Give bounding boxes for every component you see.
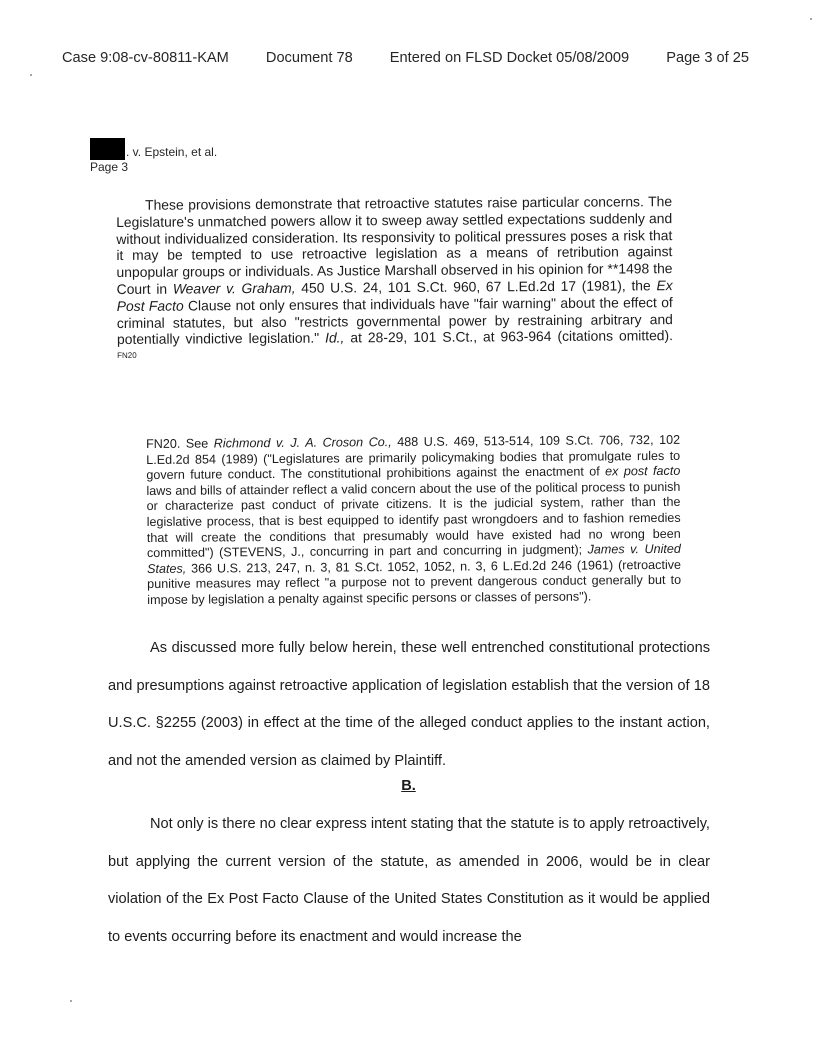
paragraph-text: Not only is there no clear express intent stating that the statute is to apply retroactively, but applying the current version of the statute, as amended in 2006, would be in clear violation of the Ex Post Facto Clause of the United States Constitution as it would be applied to events occurring before its enactment and would increase the xyxy=(108,816,710,945)
caption-title: . v. Epstein, et al. xyxy=(126,145,218,159)
case-caption xyxy=(90,138,217,175)
section-heading: B. xyxy=(401,778,416,794)
docket-header xyxy=(62,50,749,66)
document-number: Document 78 xyxy=(265,50,353,66)
paragraph-text: As discussed more fully below herein, these well entrenched constitutional protections and presumptions against retroactive application of legislation establish that the version of 18 U.S.C. §2255 (2003) in effect at the time of the alleged conduct applies to the instant action, and not the amended version as claimed by Plaintiff. xyxy=(108,640,710,769)
page-number: Page 3 of 25 xyxy=(666,50,749,66)
body-paragraph xyxy=(108,806,710,956)
scan-speck xyxy=(30,74,32,76)
footnote-citation: James v. United States, xyxy=(146,541,681,576)
scan-speck xyxy=(70,1000,72,1002)
quote-text: at 28-29, 101 S.Ct., at 963-964 (citations omitted). xyxy=(344,327,674,346)
quote-italic: Ex Post Facto xyxy=(116,277,673,314)
quote-text: These provisions demonstrate that retroactive statutes raise particular concerns. The Legislature's unmatched powers allow it to sweep away settled expectations suddenly and without individualized consideration. Its responsivity to political pressures poses a risk that it may be tempted to use retroactive legislation as a means of retribution against unpopular groups or individuals. As Justice Marshall observed in his opinion for **1498 the Court in xyxy=(116,193,673,297)
caption-page: Page 3 xyxy=(90,160,129,174)
footnote-text: laws and bills of attainder reflect a valid concern about the use of the political process to punish or characterize past conduct of private citizens. It is the judicial system, rather than the legislative process, that is best equipped to identify past wrongdoers and to fashion remedies that will create the conditions that presumably would have existed had no wrong been committed") (STEVENS, J., concurring in part and concurring in judgment); xyxy=(146,479,681,561)
body-paragraph xyxy=(108,630,710,780)
redaction-block xyxy=(90,138,125,160)
footnote-citation: Richmond v. J. A. Croson Co., xyxy=(213,435,392,451)
block-quote xyxy=(116,193,673,367)
footnote-text: 488 U.S. 469, 513-514, 109 S.Ct. 706, 732, 102 L.Ed.2d 854 (1989) ("Legislatures are primarily policymaking bodies that promulgate rules to govern future conduct. The constitutional prohibitions against the enactment of xyxy=(146,432,681,483)
quote-text: 450 U.S. 24, 101 S.Ct. 960, 67 L.Ed.2d 17 (1981), the xyxy=(295,277,657,296)
footnote-ref: FN20 xyxy=(117,351,137,361)
footnote-fn20 xyxy=(146,433,681,609)
footnote-text: 366 U.S. 213, 247, n. 3, 81 S.Ct. 1052, 1052, n. 3, 6 L.Ed.2d 246 (1961) (retroactive punitive measures may reflect "a purpose not to prevent dangerous conduct generally but to impose by legislation a penalty against specific persons or classes of persons"). xyxy=(147,557,682,607)
quote-citation: Weaver v. Graham, xyxy=(172,279,296,297)
footnote-italic: ex post facto xyxy=(605,463,681,479)
docket-entry: Entered on FLSD Docket 05/08/2009 xyxy=(389,50,630,66)
quote-text: Clause not only ensures that individuals have "fair warning" about the effect of criminal statutes, but also "restricts governmental power by restraining arbitrary and potentially vindictive legislation." xyxy=(116,293,673,348)
footnote-text: FN20. See xyxy=(146,436,214,451)
quote-italic: Id., xyxy=(325,329,345,346)
scan-speck xyxy=(810,18,812,20)
case-number: Case 9:08-cv-80811-KAM xyxy=(62,50,229,66)
